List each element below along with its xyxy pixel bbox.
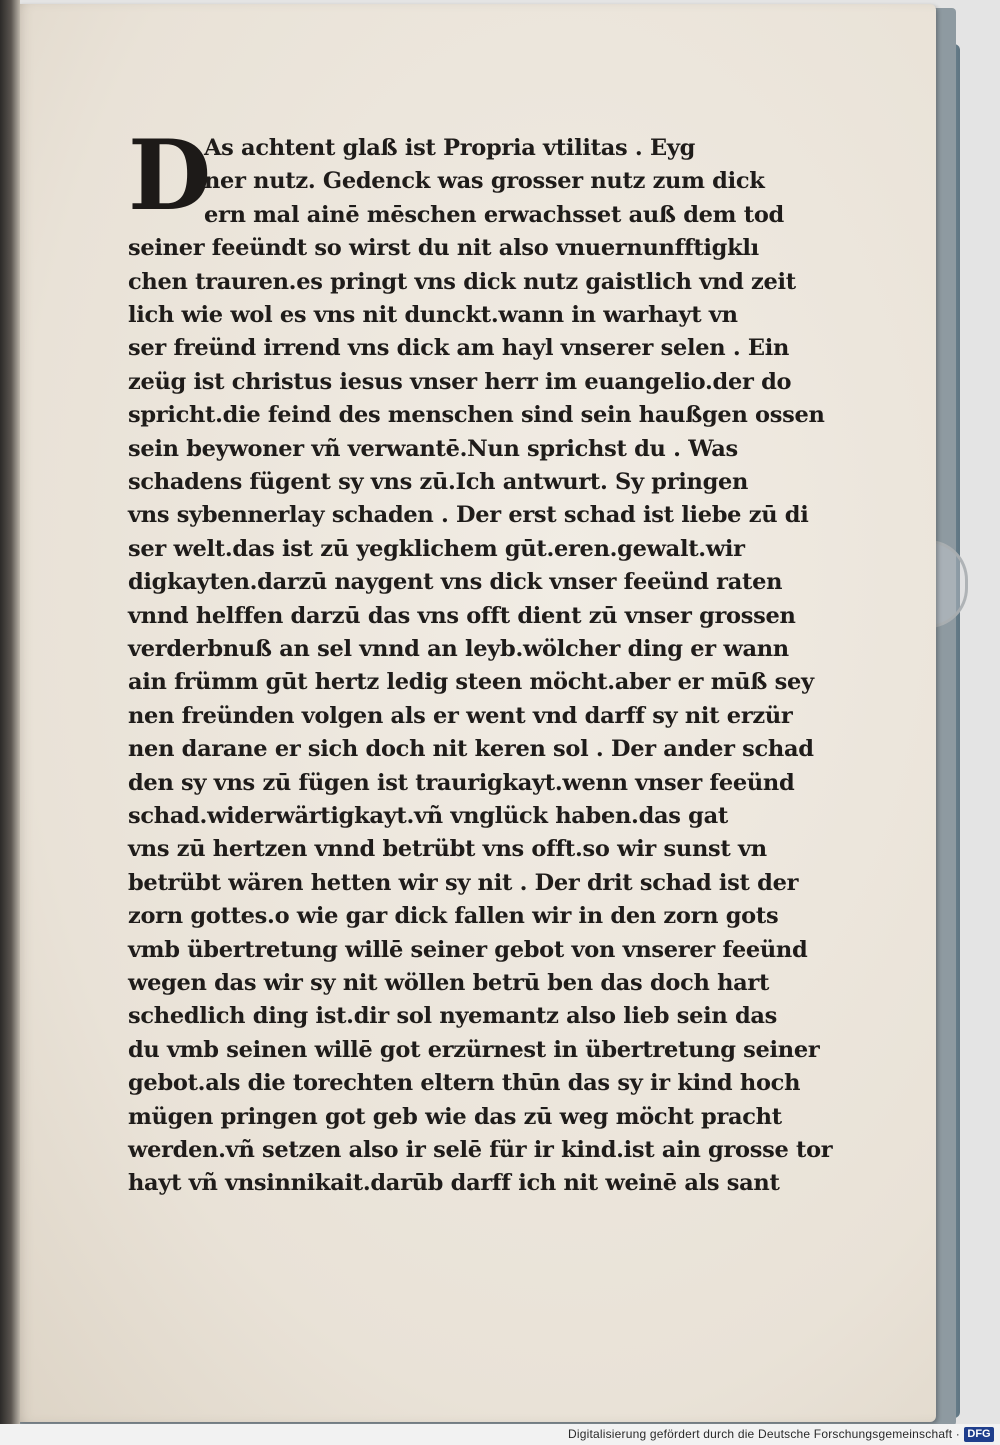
text-block: [128, 119, 833, 1197]
text-line: ser freünd irrend vns dick am hayl vnserer selen . Ein: [128, 335, 790, 362]
text-line: vnnd helffen darzū das vns offt dient zū vnser grossen: [128, 602, 796, 629]
text-line: ain frümm gūt hertz ledig steen möcht.aber er mūß sey: [128, 669, 814, 696]
text-line: zeüg ist christus iesus vnser herr im euangelio.der do: [128, 368, 792, 395]
text-line: schedlich ding ist.dir sol nyemantz also lieb sein das: [128, 1003, 778, 1030]
text-line: ner nutz. Gedenck was grosser nutz zum dick: [204, 168, 765, 195]
text-line: du vmb seinen willē got erzürnest in übertretung seiner: [128, 1036, 820, 1063]
text-line: zorn gottes.o wie gar dick fallen wir in den zorn gots: [128, 903, 779, 930]
funding-credit: Digitalisierung gefördert durch die Deutsche Forschungsgemeinschaft ·: [568, 1427, 960, 1441]
text-line: vns zū hertzen vnnd betrübt vns offt.so wir sunst vn: [128, 836, 767, 863]
text-line: lich wie wol es vns nit dunckt.wann in warhayt vn: [128, 302, 738, 328]
text-line: spricht.die feind des menschen sind sein haußgen ossen: [128, 402, 825, 429]
book-spine: [0, 0, 20, 1445]
text-line: sein beywoner vñ verwantē.Nun sprichst du . Was: [128, 435, 738, 462]
text-line: betrübt wären hetten wir sy nit . Der drit schad ist der: [128, 869, 799, 896]
text-line: digkayten.darzū naygent vns dick vnser feeünd raten: [128, 569, 783, 596]
text-line: nen freünden volgen als er went vnd darff sy nit erzür: [128, 702, 793, 729]
text-line: ern mal ainē mēschen erwachsset auß dem tod: [204, 201, 784, 228]
scanned-page: [16, 4, 936, 1422]
text-line: schadens fügent sy vns zū.Ich antwurt. Sy pringen: [128, 469, 749, 495]
text-line: wegen das wir sy nit wöllen betrū ben das doch hart: [128, 970, 770, 996]
text-line: nen darane er sich doch nit keren sol . Der ander schad: [128, 736, 814, 763]
text-line: den sy vns zū fügen ist traurigkayt.wenn vnser feeünd: [128, 769, 795, 796]
text-line: seiner feeündt so wirst du nit also vnuernunfftigklı: [128, 235, 759, 262]
text-line: schad.widerwärtigkayt.vñ vnglück haben.das gat: [128, 803, 728, 829]
dfg-logo: DFG: [964, 1427, 994, 1442]
text-line: ser welt.das ist zū yegklichem gūt.eren.gewalt.wir: [128, 535, 745, 562]
footer-bar: [0, 1424, 1000, 1445]
text-line: vmb übertretung willē seiner gebot von vnserer feeünd: [128, 936, 808, 963]
text-line: verderbnuß an sel vnnd an leyb.wölcher ding er wann: [128, 636, 789, 662]
text-line: vns sybennerlay schaden . Der erst schad ist liebe zū di: [128, 502, 809, 529]
text-line: mügen pringen got geb wie das zū weg möcht pracht: [128, 1103, 782, 1130]
text-line: hayt vñ vnsinnikait.darūb darff ich nit weinē als sant: [128, 1170, 780, 1197]
text-line: werden.vñ setzen also ir selē für ir kind.ist ain grosse tor: [128, 1137, 833, 1163]
initial-capital: D: [128, 119, 212, 232]
text-line: chen trauren.es pringt vns dick nutz gaistlich vnd zeit: [128, 268, 796, 295]
text-line: gebot.als die torechten eltern thūn das sy ir kind hoch: [128, 1070, 801, 1097]
text-line: As achtent glaß ist Propria vtilitas . Eyg: [204, 135, 696, 161]
